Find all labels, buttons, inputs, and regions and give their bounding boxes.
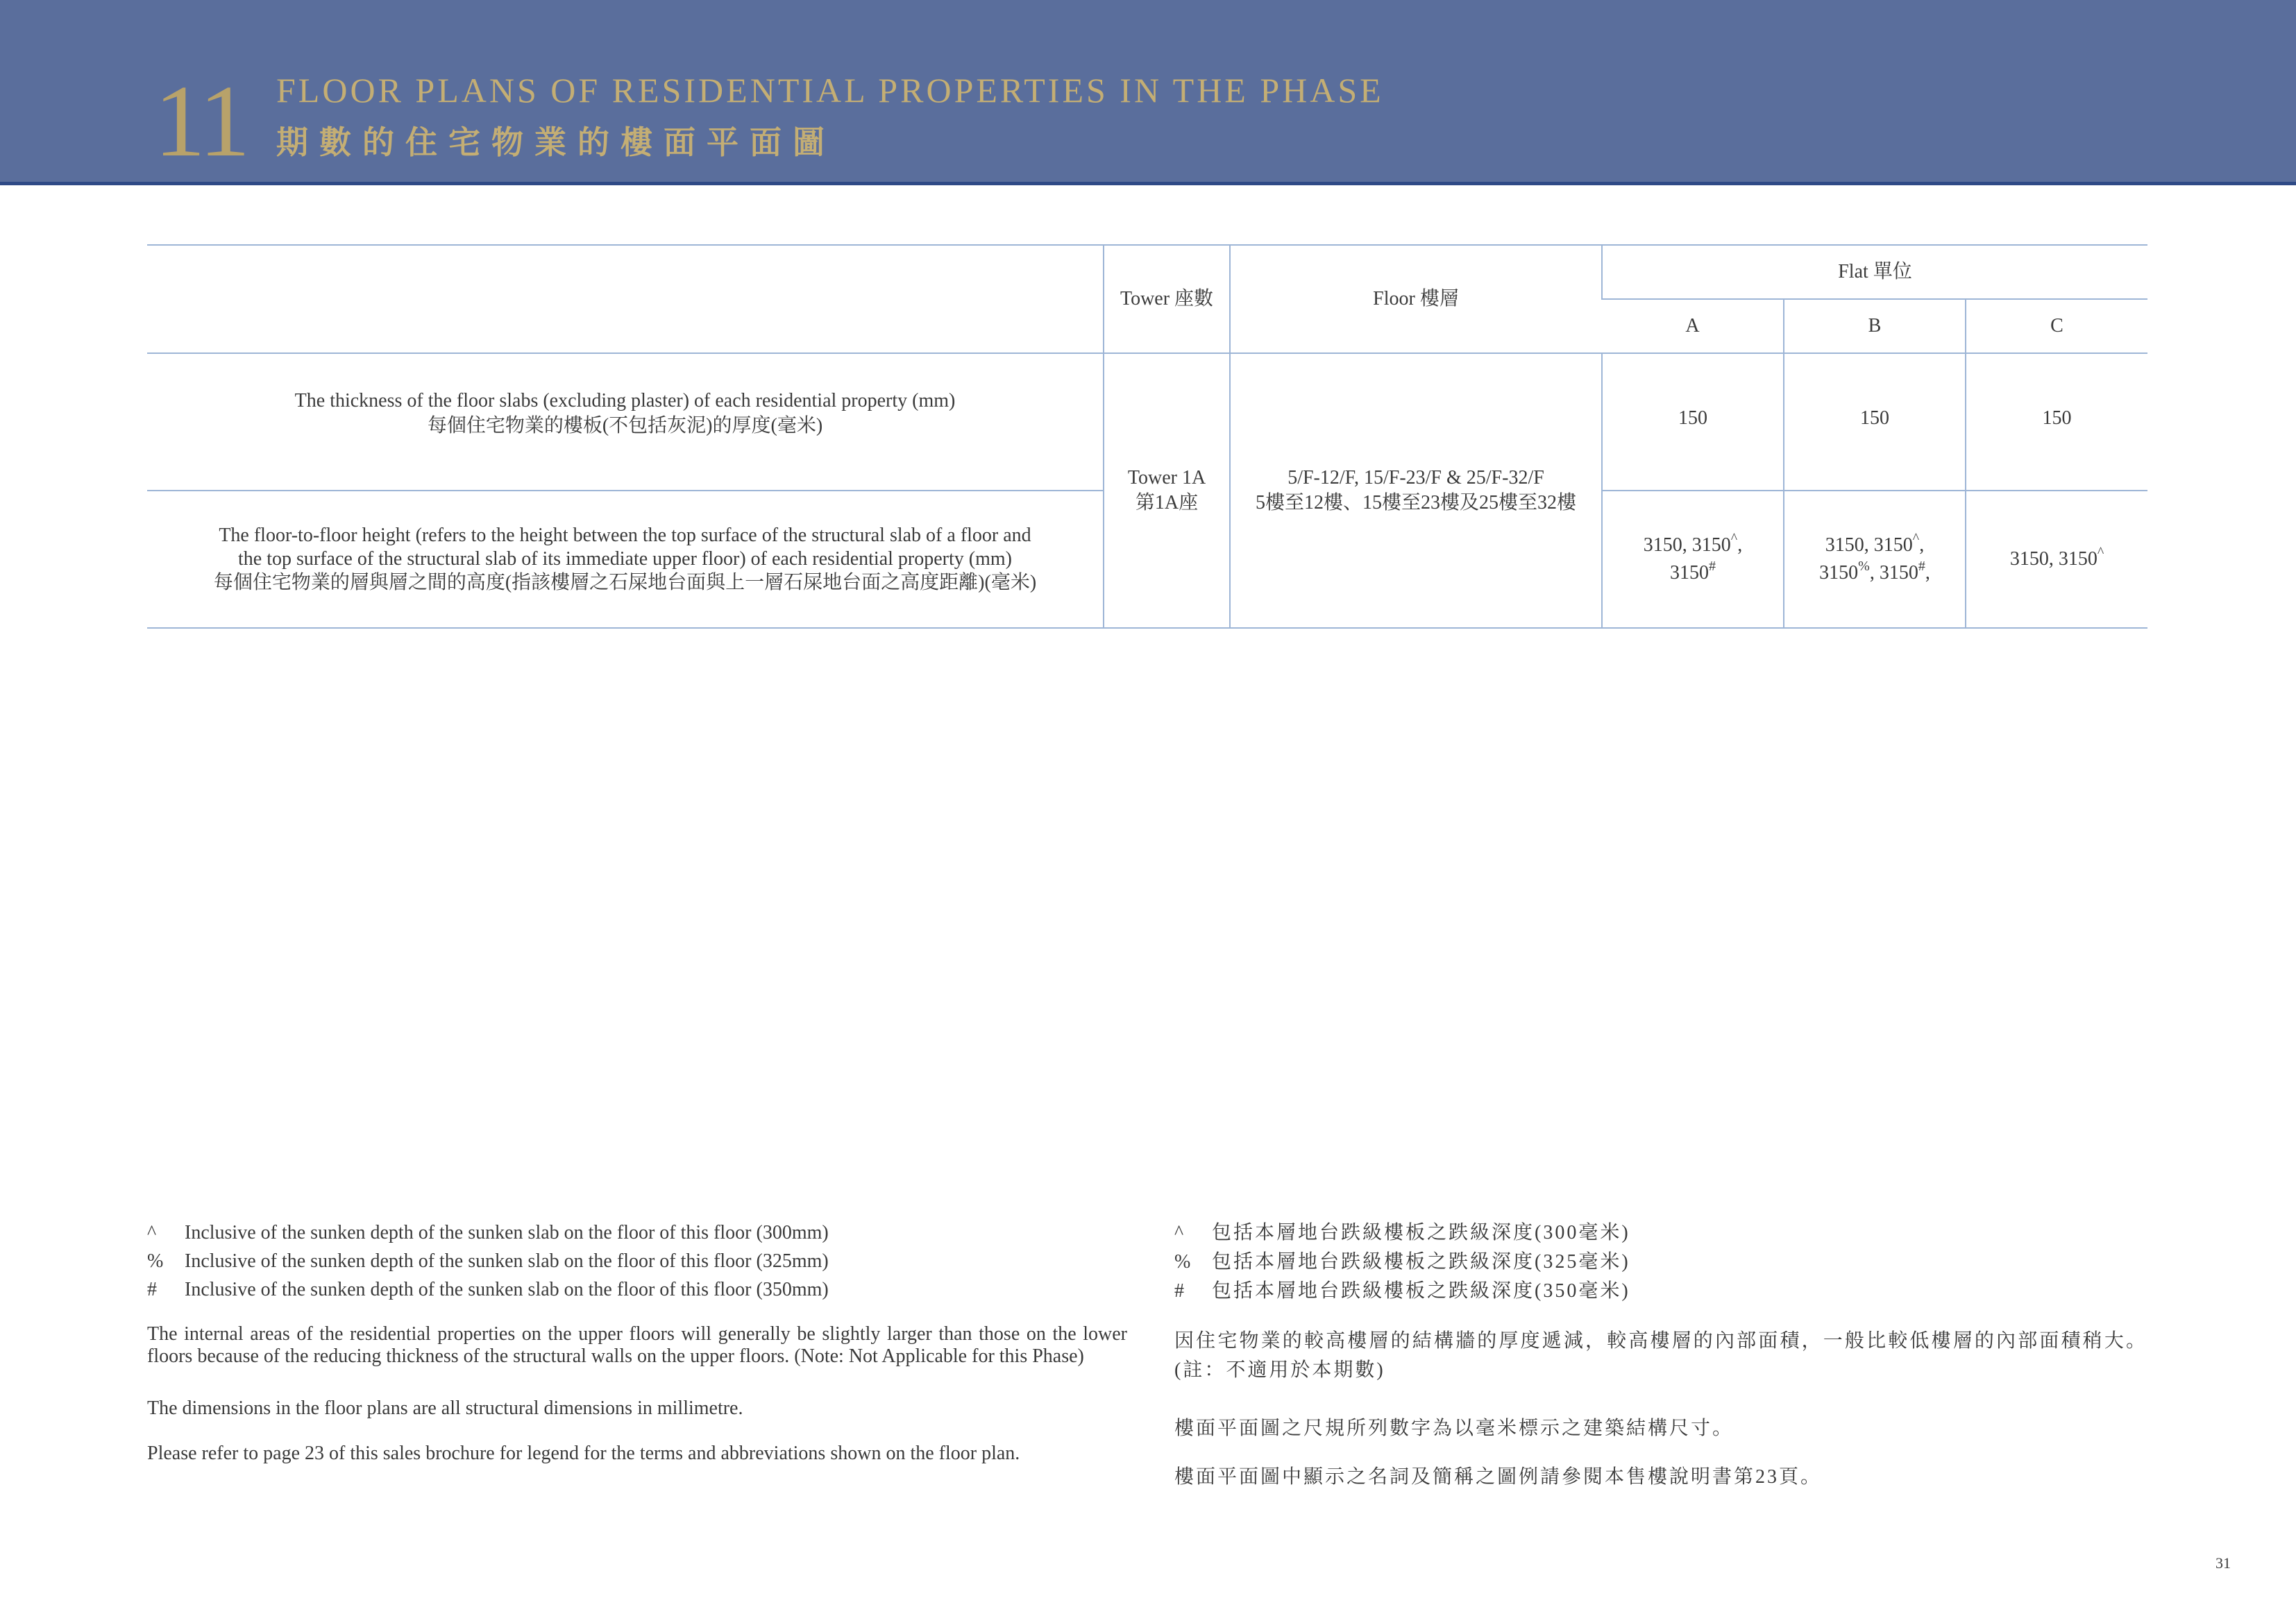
note-internal-areas-zh: 因住宅物業的較高樓層的結構牆的厚度遞減，較高樓層的內部面積，一般比較低樓層的內部面積稍大。(註：不適用於本期數) xyxy=(1174,1330,2147,1381)
legend-item xyxy=(147,1275,1127,1304)
header-flat-c: C xyxy=(1966,299,2147,353)
header-flat-b: B xyxy=(1784,299,1966,353)
page-title-zh: 期數的住宅物業的樓面平面圖 xyxy=(276,125,836,160)
header-banner xyxy=(0,0,2296,185)
legend-mark: # xyxy=(147,1279,157,1300)
page-number: 31 xyxy=(2215,1554,2231,1572)
superscript-mark: % xyxy=(1858,559,1870,574)
row2-flat-b xyxy=(1784,491,1966,628)
legend-item xyxy=(1174,1277,2147,1306)
row1-label-zh: 每個住宅物業的樓板(不包括灰泥)的厚度(毫米) xyxy=(427,415,823,436)
header-tower: Tower 座數 xyxy=(1104,245,1230,353)
floor-spec-table xyxy=(147,244,2147,629)
row2-flat-a-line1 xyxy=(1610,532,1776,559)
value-text: , 3150 xyxy=(1869,562,1918,584)
floor-en: 5/F-12/F, 15/F-23/F & 25/F-32/F xyxy=(1288,467,1544,488)
legend-item xyxy=(147,1218,1127,1247)
row2-flat-c xyxy=(1966,491,2147,628)
tower-cell xyxy=(1104,353,1230,628)
notes-chinese xyxy=(1174,1218,2147,1492)
legend-text: Inclusive of the sunken depth of the sunken slab on the floor of this floor (325mm) xyxy=(185,1250,829,1272)
row2-label-en-2: the top surface of the structural slab of its immediate upper floor) of each residential property (mm) xyxy=(238,548,1012,570)
separator: , xyxy=(1737,534,1743,556)
value-text: 3150 xyxy=(1819,562,1859,584)
tower-en: Tower 1A xyxy=(1127,467,1206,488)
value-text: 3150, 3150 xyxy=(1825,534,1913,556)
row2-label xyxy=(147,491,1104,628)
legend-text: 包括本層地台跌級樓板之跌級深度(350毫米) xyxy=(1212,1280,1630,1302)
row2-label-zh: 每個住宅物業的層與層之間的高度(指該樓層之石屎地台面與上一層石屎地台面之高度距離)(毫米) xyxy=(213,572,1037,593)
floor-zh: 5樓至12樓、15樓至23樓及25樓至32樓 xyxy=(1255,492,1576,513)
legend-item xyxy=(147,1247,1127,1275)
value-text: 3150 xyxy=(1670,562,1709,584)
row2-flat-b-line1 xyxy=(1791,532,1958,559)
row2-flat-a xyxy=(1602,491,1784,628)
section-number: 11 xyxy=(154,65,248,178)
table-row xyxy=(147,353,2147,491)
row2-flat-b-line2 xyxy=(1791,559,1958,587)
table-header-row xyxy=(147,245,2147,299)
row1-label-en: The thickness of the floor slabs (excluding plaster) of each residential property (mm) xyxy=(294,390,956,411)
note-legend-reference-zh: 樓面平面圖中顯示之名詞及簡稱之圖例請參閱本售樓說明書第23頁。 xyxy=(1174,1466,1823,1488)
superscript-mark: # xyxy=(1709,559,1716,574)
legend-item xyxy=(1174,1248,2147,1277)
page-title-en: FLOOR PLANS OF RESIDENTIAL PROPERTIES IN THE PHASE xyxy=(276,71,1384,110)
value-text: 3150, 3150 xyxy=(2009,548,2097,570)
notes-english xyxy=(147,1218,1127,1468)
row1-label xyxy=(147,353,1104,491)
superscript-mark: ^ xyxy=(2097,545,2104,560)
floor-cell xyxy=(1230,353,1602,628)
value-text: 3150, 3150 xyxy=(1643,534,1731,556)
note-dimensions: The dimensions in the floor plans are all structural dimensions in millimetre. xyxy=(147,1397,743,1419)
separator: , xyxy=(1919,534,1925,556)
row1-flat-c: 150 xyxy=(1966,353,2147,491)
header-blank-cell xyxy=(147,245,1104,353)
superscript-mark: ^ xyxy=(1730,531,1738,546)
legend-text: 包括本層地台跌級樓板之跌級深度(300毫米) xyxy=(1212,1222,1630,1243)
legend-mark: # xyxy=(1174,1280,1186,1302)
header-floor: Floor 樓層 xyxy=(1230,245,1602,353)
note-internal-areas: The internal areas of the residential properties on the upper floors will generally be slightly larger than those on the lower floors because of the reducing thickness of the structural walls on the upper floors. (Note: Not Applicable for this Phase) xyxy=(147,1323,1127,1367)
note-legend-reference: Please refer to page 23 of this sales brochure for legend for the terms and abbreviations shown on the floor plan. xyxy=(147,1443,1020,1464)
row1-flat-b: 150 xyxy=(1784,353,1966,491)
legend-text: 包括本層地台跌級樓板之跌級深度(325毫米) xyxy=(1212,1251,1630,1273)
legend-text: Inclusive of the sunken depth of the sunken slab on the floor of this floor (300mm) xyxy=(185,1222,829,1243)
legend-item xyxy=(1174,1218,2147,1248)
row2-label-en-1: The floor-to-floor height (refers to the height between the top surface of the structural slab of a floor and xyxy=(219,525,1031,546)
superscript-mark: # xyxy=(1918,559,1925,574)
legend-mark: % xyxy=(1174,1251,1193,1273)
note-dimensions-zh: 樓面平面圖之尺規所列數字為以毫米標示之建築結構尺寸。 xyxy=(1174,1418,1734,1439)
row2-flat-a-line2 xyxy=(1610,559,1776,587)
header-flat: Flat 單位 xyxy=(1602,245,2147,299)
legend-mark: ^ xyxy=(1174,1222,1186,1243)
superscript-mark: ^ xyxy=(1912,531,1920,546)
legend-mark: % xyxy=(147,1250,164,1272)
tower-zh: 第1A座 xyxy=(1135,492,1199,513)
legend-mark: ^ xyxy=(147,1222,157,1243)
separator: , xyxy=(1925,562,1930,584)
row1-flat-a: 150 xyxy=(1602,353,1784,491)
header-flat-a: A xyxy=(1602,299,1784,353)
legend-text: Inclusive of the sunken depth of the sunken slab on the floor of this floor (350mm) xyxy=(185,1279,829,1300)
